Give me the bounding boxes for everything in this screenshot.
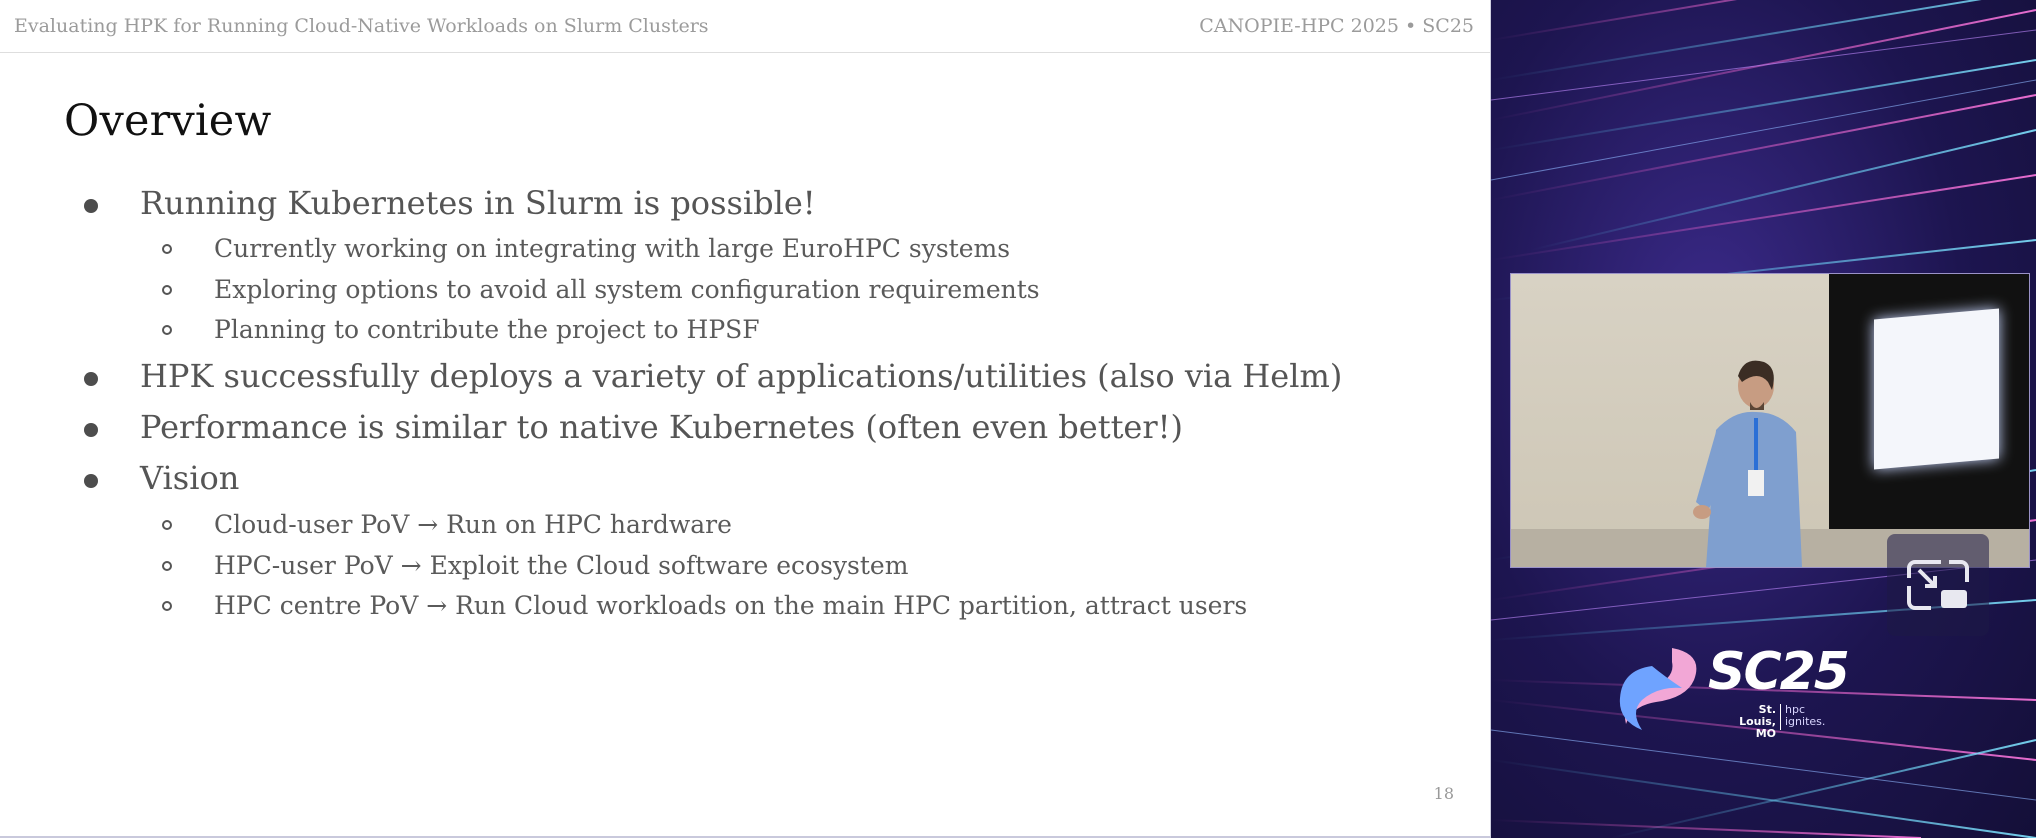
sub-bullet-circle bbox=[162, 520, 172, 530]
logo-city: St. Louis, MO bbox=[1739, 703, 1776, 740]
bullet-dot bbox=[84, 199, 98, 213]
sub-bullet-item: Currently working on integrating with large EuroHPC systems bbox=[214, 234, 1011, 263]
sub-bullet-item: Cloud-user PoV → Run on HPC hardware bbox=[214, 510, 732, 539]
sub-bullet-circle bbox=[162, 561, 172, 571]
logo-brand-text: SC25 bbox=[1708, 642, 1848, 702]
speaker-figure bbox=[1686, 352, 1816, 567]
slide-header-conference: CANOPIE-HPC 2025 • SC25 bbox=[1199, 15, 1474, 37]
sc25-swoosh-icon bbox=[1612, 640, 1712, 740]
sub-bullet-item: Planning to contribute the project to HPSF bbox=[214, 315, 760, 344]
sub-bullet-item: HPC centre PoV → Run Cloud workloads on the main HPC partition, attract users bbox=[214, 591, 1248, 620]
logo-divider bbox=[1780, 704, 1781, 730]
exit-picture-in-picture-icon bbox=[1903, 556, 1973, 614]
speaker-video-feed bbox=[1510, 273, 2030, 568]
sub-bullet-item: Exploring options to avoid all system configuration requirements bbox=[214, 275, 1040, 304]
bullet-item: Vision bbox=[140, 459, 240, 497]
bullet-item: HPK successfully deploys a variety of applications/utilities (also via Helm) bbox=[140, 357, 1343, 395]
exit-pip-button[interactable] bbox=[1887, 534, 1989, 636]
bullet-item: Running Kubernetes in Slurm is possible! bbox=[140, 184, 816, 222]
bullet-item: Performance is similar to native Kubernetes (often even better!) bbox=[140, 408, 1183, 446]
sub-bullet-circle bbox=[162, 244, 172, 254]
logo-tagline: hpc ignites. bbox=[1785, 703, 1826, 728]
bullet-dot bbox=[84, 372, 98, 386]
slide-header-title: Evaluating HPK for Running Cloud-Native Workloads on Slurm Clusters bbox=[14, 15, 709, 37]
sub-bullet-circle bbox=[162, 325, 172, 335]
slide-page-number: 18 bbox=[1433, 784, 1454, 803]
bullet-dot bbox=[84, 423, 98, 437]
bullet-dot bbox=[84, 474, 98, 488]
sub-bullet-circle bbox=[162, 601, 172, 611]
sub-bullet-item: HPC-user PoV → Exploit the Cloud software ecosystem bbox=[214, 551, 909, 580]
sc25-logo bbox=[1612, 640, 1852, 750]
projector-screen bbox=[1874, 309, 1999, 470]
sub-bullet-circle bbox=[162, 285, 172, 295]
slide-title: Overview bbox=[64, 96, 272, 146]
